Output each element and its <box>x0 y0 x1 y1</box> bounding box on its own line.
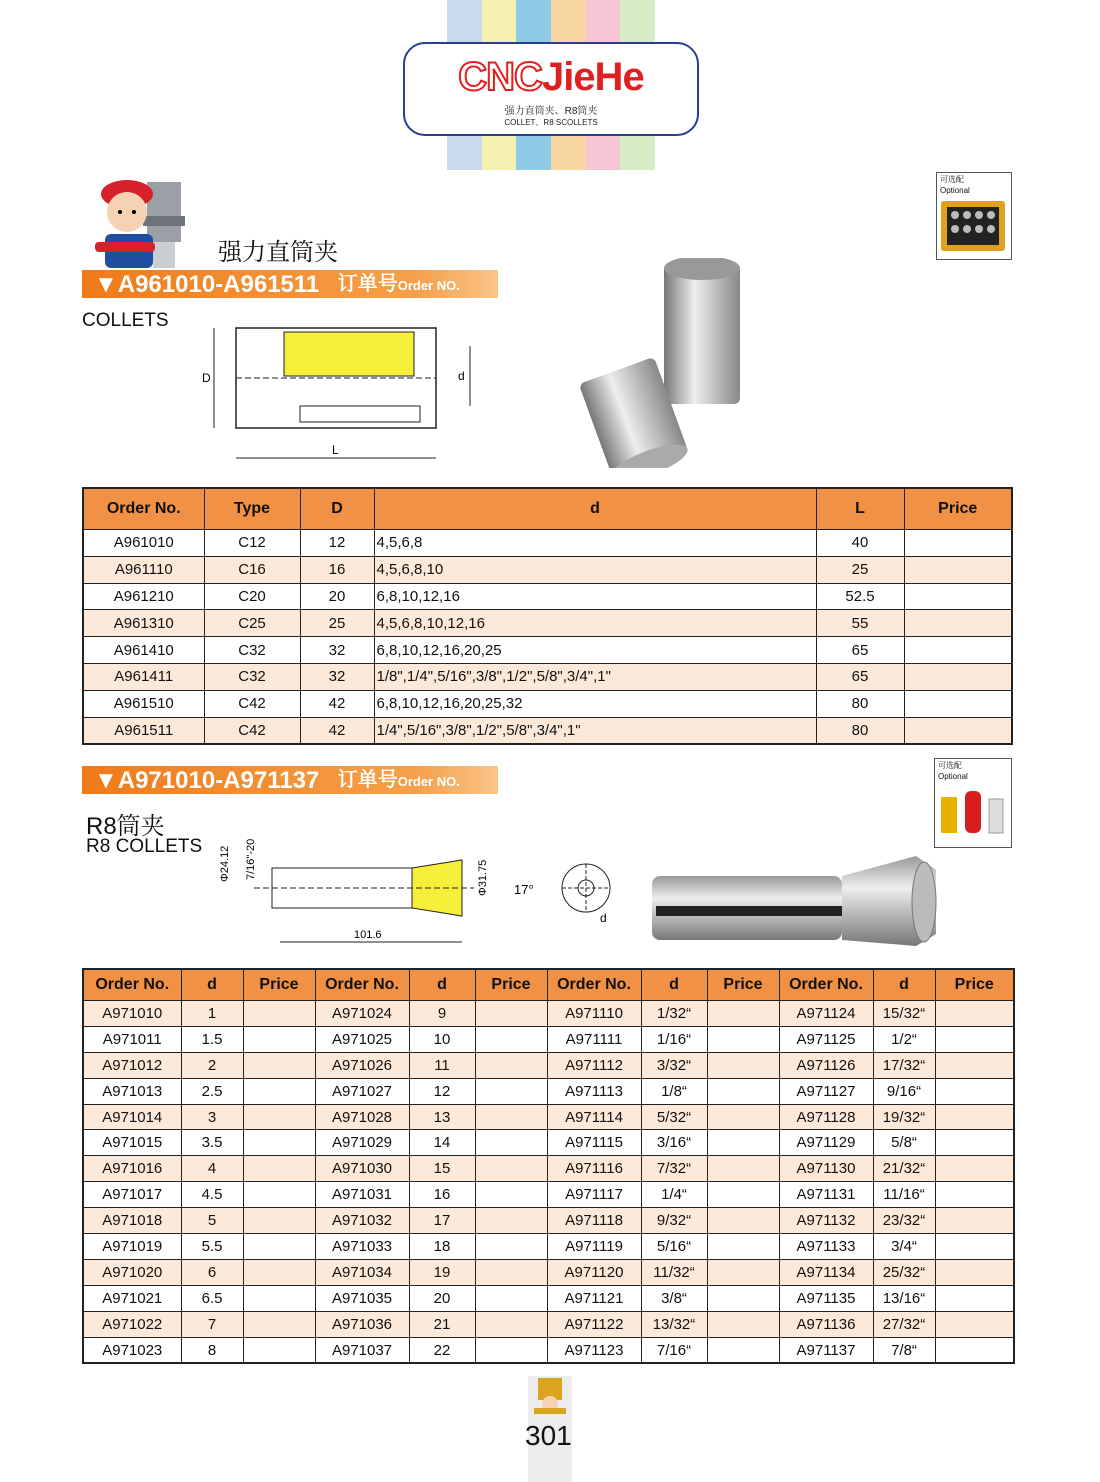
table-cell: A971116 <box>547 1156 641 1182</box>
col-header: Order No. <box>83 969 181 1001</box>
table-cell: A971035 <box>315 1285 409 1311</box>
table-cell <box>707 1104 779 1130</box>
table-row <box>83 556 1012 583</box>
table-cell: A961010 <box>83 530 204 557</box>
col-header-order-no: Order No. <box>83 488 204 530</box>
table-cell: 11 <box>409 1052 475 1078</box>
table-cell: 1/16“ <box>641 1026 707 1052</box>
table-row <box>83 1130 1014 1156</box>
table-cell <box>707 1208 779 1234</box>
table-cell <box>243 1078 315 1104</box>
table-cell <box>243 1001 315 1027</box>
col-header-type: Type <box>204 488 300 530</box>
table-cell <box>904 663 1012 690</box>
table-cell: 6,8,10,12,16,20,25,32 <box>374 690 816 717</box>
dim-L-label: L <box>332 443 339 457</box>
table-cell: 19 <box>409 1259 475 1285</box>
table-cell: A971133 <box>779 1234 873 1260</box>
table-cell: 17 <box>409 1208 475 1234</box>
optional-label-cn: 可选配 <box>940 175 964 184</box>
table-cell <box>935 1104 1014 1130</box>
table-cell: A971017 <box>83 1182 181 1208</box>
table-cell: A971018 <box>83 1208 181 1234</box>
table-cell: 1/8",1/4",5/16",3/8",1/2",5/8",3/4",1" <box>374 663 816 690</box>
table-row <box>83 1234 1014 1260</box>
table-cell: A971030 <box>315 1156 409 1182</box>
table-cell <box>243 1156 315 1182</box>
table-cell: 1/4“ <box>641 1182 707 1208</box>
table-cell: 1 <box>181 1001 243 1027</box>
table-cell: 6,8,10,12,16 <box>374 583 816 610</box>
table-cell: 7/8“ <box>873 1337 935 1363</box>
table-cell: 80 <box>816 717 904 744</box>
table-cell <box>243 1130 315 1156</box>
table-cell: A971033 <box>315 1234 409 1260</box>
table-cell: 65 <box>816 637 904 664</box>
section2-title-en: R8 COLLETS <box>86 836 203 857</box>
table-cell: 4.5 <box>181 1182 243 1208</box>
table-cell: A971122 <box>547 1311 641 1337</box>
col-header: d <box>873 969 935 1001</box>
table-cell <box>935 1285 1014 1311</box>
table-cell: A971110 <box>547 1001 641 1027</box>
table-cell <box>707 1026 779 1052</box>
table-cell <box>475 1182 547 1208</box>
table-cell <box>475 1026 547 1052</box>
table-cell: A971132 <box>779 1208 873 1234</box>
table-cell <box>935 1130 1014 1156</box>
dim-dia1-label: Φ24.12 <box>219 845 231 882</box>
table-cell: 9/16“ <box>873 1078 935 1104</box>
table-cell: 40 <box>816 530 904 557</box>
col-header-L: L <box>816 488 904 530</box>
mascot-illustration <box>95 176 195 274</box>
table-cell: 25/32“ <box>873 1259 935 1285</box>
table-cell: 3 <box>181 1104 243 1130</box>
table-cell <box>243 1208 315 1234</box>
table-cell <box>935 1001 1014 1027</box>
table-cell: A971129 <box>779 1130 873 1156</box>
table-cell: A971125 <box>779 1026 873 1052</box>
col-header: d <box>409 969 475 1001</box>
brand-subtitle-en: COLLET、R8 SCOLLETS <box>504 118 598 127</box>
section1-order-en: Order NO. <box>397 278 460 293</box>
table-cell: 32 <box>300 663 374 690</box>
table-cell <box>935 1311 1014 1337</box>
table-cell: A971036 <box>315 1311 409 1337</box>
table-cell <box>904 583 1012 610</box>
table-cell: A971117 <box>547 1182 641 1208</box>
dim-d-label: d <box>458 369 465 383</box>
table-cell: A971135 <box>779 1285 873 1311</box>
table-cell <box>904 690 1012 717</box>
table-cell: C32 <box>204 663 300 690</box>
table-cell: 3/8“ <box>641 1285 707 1311</box>
table-row <box>83 583 1012 610</box>
table-cell: A971120 <box>547 1259 641 1285</box>
table-cell <box>935 1052 1014 1078</box>
col-header: Order No. <box>779 969 873 1001</box>
table-cell: A971022 <box>83 1311 181 1337</box>
table-cell <box>935 1234 1014 1260</box>
table-row <box>83 690 1012 717</box>
table-cell: A971126 <box>779 1052 873 1078</box>
table-cell: 52.5 <box>816 583 904 610</box>
table-cell: C20 <box>204 583 300 610</box>
table-cell: 5/16“ <box>641 1234 707 1260</box>
collets-table <box>82 487 1013 745</box>
table-cell: 13/32“ <box>641 1311 707 1337</box>
table-cell <box>935 1078 1014 1104</box>
col-header: Price <box>707 969 779 1001</box>
table-cell: 21 <box>409 1311 475 1337</box>
table-row <box>83 1311 1014 1337</box>
dim-D-label: D <box>202 371 211 385</box>
table-cell: A971136 <box>779 1311 873 1337</box>
table-row <box>83 1182 1014 1208</box>
optional-caps-box <box>934 758 1012 848</box>
table-cell: 13 <box>409 1104 475 1130</box>
section2-title-cn: R8筒夹 <box>86 813 165 840</box>
table-cell <box>935 1182 1014 1208</box>
optional-kit-box <box>936 172 1012 260</box>
col-header: d <box>181 969 243 1001</box>
table-row <box>83 1026 1014 1052</box>
footer-mascot-icon <box>530 1376 570 1416</box>
table-cell: A971029 <box>315 1130 409 1156</box>
table-cell: 25 <box>816 556 904 583</box>
optional-label-en-2: Optional <box>938 772 968 781</box>
table-cell: 14 <box>409 1130 475 1156</box>
table-cell: 55 <box>816 610 904 637</box>
dim-angle-label: 17° <box>514 882 534 897</box>
table-cell: 5.5 <box>181 1234 243 1260</box>
table-cell: A971031 <box>315 1182 409 1208</box>
table-cell: A971021 <box>83 1285 181 1311</box>
table-cell: A971026 <box>315 1052 409 1078</box>
table-cell: 1/8“ <box>641 1078 707 1104</box>
r8-technical-drawing <box>214 812 544 954</box>
col-header-d: d <box>374 488 816 530</box>
table-cell: 25 <box>300 610 374 637</box>
col-header: Order No. <box>315 969 409 1001</box>
table-cell: A971016 <box>83 1156 181 1182</box>
table-cell: 4,5,6,8,10 <box>374 556 816 583</box>
table-cell: 4,5,6,8,10,12,16 <box>374 610 816 637</box>
dim-dia2-label: Φ31.75 <box>477 859 489 896</box>
table-row <box>83 1104 1014 1130</box>
table-cell: A971111 <box>547 1026 641 1052</box>
col-header: Price <box>475 969 547 1001</box>
table-cell: A971128 <box>779 1104 873 1130</box>
table-cell: A971025 <box>315 1026 409 1052</box>
table-row <box>83 1285 1014 1311</box>
optional-label-en: Optional <box>940 186 970 195</box>
table-cell: A971013 <box>83 1078 181 1104</box>
table-cell: C42 <box>204 717 300 744</box>
table-row <box>83 1259 1014 1285</box>
table-cell: 16 <box>300 556 374 583</box>
section2-order-cn: 订单号 <box>337 769 398 791</box>
table-cell: C12 <box>204 530 300 557</box>
table-cell <box>707 1259 779 1285</box>
table-cell: A971023 <box>83 1337 181 1363</box>
table-cell: A971020 <box>83 1259 181 1285</box>
table-cell: 5/8“ <box>873 1130 935 1156</box>
table-cell: A971019 <box>83 1234 181 1260</box>
table-cell: 13/16“ <box>873 1285 935 1311</box>
table-cell: 3.5 <box>181 1130 243 1156</box>
table-cell <box>243 1104 315 1130</box>
table-cell: A971024 <box>315 1001 409 1027</box>
table-cell: A971011 <box>83 1026 181 1052</box>
table-cell: A971121 <box>547 1285 641 1311</box>
page-number: 301 <box>525 1420 572 1451</box>
table-cell: A961510 <box>83 690 204 717</box>
table-cell: C32 <box>204 637 300 664</box>
table-cell: 22 <box>409 1337 475 1363</box>
table-cell: 16 <box>409 1182 475 1208</box>
table-cell: 1.5 <box>181 1026 243 1052</box>
table-cell: A971119 <box>547 1234 641 1260</box>
table-cell: 6.5 <box>181 1285 243 1311</box>
table-cell: 42 <box>300 690 374 717</box>
table-cell: A971115 <box>547 1130 641 1156</box>
table-cell: 80 <box>816 690 904 717</box>
dim-thread-label: 7/16"-20 <box>245 838 257 880</box>
section1-subtitle: COLLETS <box>82 310 169 331</box>
table-cell: A971028 <box>315 1104 409 1130</box>
table-cell: 5/32“ <box>641 1104 707 1130</box>
table-cell: 6 <box>181 1259 243 1285</box>
table-cell: A971114 <box>547 1104 641 1130</box>
col-header-D: D <box>300 488 374 530</box>
table-cell <box>707 1285 779 1311</box>
table-cell: A971032 <box>315 1208 409 1234</box>
table-cell <box>475 1234 547 1260</box>
table-cell <box>475 1078 547 1104</box>
table-row <box>83 637 1012 664</box>
table-cell: 2 <box>181 1052 243 1078</box>
section1-order-cn: 订单号 <box>337 273 398 295</box>
table-cell <box>243 1311 315 1337</box>
table-cell: 27/32“ <box>873 1311 935 1337</box>
r8-collet-photo <box>646 850 946 950</box>
table-cell <box>904 637 1012 664</box>
table-cell: 2.5 <box>181 1078 243 1104</box>
table-cell: 32 <box>300 637 374 664</box>
table-cell: 20 <box>300 583 374 610</box>
optional-label-cn-2: 可选配 <box>938 761 962 770</box>
table-cell <box>707 1078 779 1104</box>
table-row <box>83 530 1012 557</box>
table-cell <box>243 1052 315 1078</box>
table-cell: 6,8,10,12,16,20,25 <box>374 637 816 664</box>
table-cell <box>243 1182 315 1208</box>
table-cell: 7/32“ <box>641 1156 707 1182</box>
table-cell <box>904 717 1012 744</box>
table-cell: 10 <box>409 1026 475 1052</box>
table-cell: A961411 <box>83 663 204 690</box>
dim-end-d-label: d <box>600 911 607 925</box>
table-cell: A971015 <box>83 1130 181 1156</box>
brand-logo-box <box>403 42 699 136</box>
table-cell <box>475 1130 547 1156</box>
table-cell: 17/32“ <box>873 1052 935 1078</box>
table-cell: C16 <box>204 556 300 583</box>
table-cell <box>243 1337 315 1363</box>
table-cell <box>475 1001 547 1027</box>
table-cell: 19/32“ <box>873 1104 935 1130</box>
brand-logo: CNCJieHe <box>458 55 644 99</box>
section1-code: ▼A961010-A961511 <box>94 271 320 298</box>
table-cell <box>707 1311 779 1337</box>
table-cell: 5 <box>181 1208 243 1234</box>
table-cell: 1/32“ <box>641 1001 707 1027</box>
table-cell: A971034 <box>315 1259 409 1285</box>
col-header-price: Price <box>904 488 1012 530</box>
table-cell: 18 <box>409 1234 475 1260</box>
table-cell <box>935 1208 1014 1234</box>
table-cell: 3/4“ <box>873 1234 935 1260</box>
table-cell: A971123 <box>547 1337 641 1363</box>
table-cell: 1/4",5/16",3/8",1/2",5/8",3/4",1" <box>374 717 816 744</box>
table-cell: A971027 <box>315 1078 409 1104</box>
table-cell <box>475 1311 547 1337</box>
table-cell: 15 <box>409 1156 475 1182</box>
table-cell: A971134 <box>779 1259 873 1285</box>
table-cell <box>243 1026 315 1052</box>
table-row <box>83 610 1012 637</box>
table-cell <box>475 1285 547 1311</box>
table-cell: 15/32“ <box>873 1001 935 1027</box>
table-cell <box>707 1156 779 1182</box>
table-row <box>83 1337 1014 1363</box>
table-row <box>83 1052 1014 1078</box>
table-cell: 11/16“ <box>873 1182 935 1208</box>
table-row <box>83 1001 1014 1027</box>
table-cell <box>904 530 1012 557</box>
table-cell: 3/32“ <box>641 1052 707 1078</box>
table-cell: A971137 <box>779 1337 873 1363</box>
table-cell: 11/32“ <box>641 1259 707 1285</box>
table-cell <box>475 1104 547 1130</box>
table-row <box>83 1208 1014 1234</box>
dim-length-label: 101.6 <box>354 929 382 941</box>
table-cell: 4,5,6,8 <box>374 530 816 557</box>
col-header: Order No. <box>547 969 641 1001</box>
table-row <box>83 1156 1014 1182</box>
table-cell: A961210 <box>83 583 204 610</box>
table-cell: A971131 <box>779 1182 873 1208</box>
table-cell: A971113 <box>547 1078 641 1104</box>
table-cell: A971037 <box>315 1337 409 1363</box>
table-cell: 20 <box>409 1285 475 1311</box>
section1-banner <box>82 270 498 298</box>
table-cell: A971127 <box>779 1078 873 1104</box>
table-cell <box>243 1259 315 1285</box>
table-cell <box>707 1130 779 1156</box>
table-cell: A971012 <box>83 1052 181 1078</box>
table-cell <box>707 1001 779 1027</box>
table-cell <box>475 1208 547 1234</box>
table-cell: A971010 <box>83 1001 181 1027</box>
table-cell: 23/32“ <box>873 1208 935 1234</box>
table-cell <box>904 556 1012 583</box>
col-header: Price <box>935 969 1014 1001</box>
collet-caps-image <box>935 783 1009 843</box>
table-cell: 7/16“ <box>641 1337 707 1363</box>
table-cell: A971118 <box>547 1208 641 1234</box>
table-cell: A961511 <box>83 717 204 744</box>
table-cell: 9/32“ <box>641 1208 707 1234</box>
r8-collets-table <box>82 968 1015 1364</box>
table-cell <box>707 1234 779 1260</box>
section1-title-cn: 强力直筒夹 <box>218 239 338 266</box>
table-cell <box>935 1026 1014 1052</box>
table-cell <box>707 1052 779 1078</box>
table-row <box>83 717 1012 744</box>
table-cell: C42 <box>204 690 300 717</box>
table-cell: 1/2“ <box>873 1026 935 1052</box>
table-cell <box>243 1234 315 1260</box>
col-header: d <box>641 969 707 1001</box>
table-cell: A971014 <box>83 1104 181 1130</box>
table-cell <box>475 1337 547 1363</box>
table-cell: A961410 <box>83 637 204 664</box>
table-cell: 65 <box>816 663 904 690</box>
table-cell: A971112 <box>547 1052 641 1078</box>
r8-end-view-drawing <box>550 852 630 932</box>
table-row <box>83 663 1012 690</box>
table-cell <box>935 1156 1014 1182</box>
section2-code: ▼A971010-A971137 <box>94 767 320 794</box>
table-cell: A971124 <box>779 1001 873 1027</box>
table-cell: 12 <box>409 1078 475 1104</box>
table-cell: 8 <box>181 1337 243 1363</box>
collet-case-image <box>937 197 1007 257</box>
table-cell: 21/32“ <box>873 1156 935 1182</box>
table-cell <box>475 1259 547 1285</box>
table-cell: 4 <box>181 1156 243 1182</box>
table-cell <box>904 610 1012 637</box>
table-cell <box>475 1156 547 1182</box>
table-cell: C25 <box>204 610 300 637</box>
table-cell <box>475 1052 547 1078</box>
table-cell <box>707 1182 779 1208</box>
section2-order-en: Order NO. <box>397 774 460 789</box>
table-cell <box>935 1337 1014 1363</box>
table-cell: 42 <box>300 717 374 744</box>
table-cell: 12 <box>300 530 374 557</box>
table-cell <box>707 1337 779 1363</box>
collet-product-photo <box>560 258 760 468</box>
table-cell: A961310 <box>83 610 204 637</box>
table-cell: A961110 <box>83 556 204 583</box>
table-cell: 9 <box>409 1001 475 1027</box>
col-header: Price <box>243 969 315 1001</box>
brand-subtitle-cn: 强力直筒夹、R8筒夹 <box>504 106 598 117</box>
table-cell <box>243 1285 315 1311</box>
table-row <box>83 1078 1014 1104</box>
table-cell: 7 <box>181 1311 243 1337</box>
table-cell <box>935 1259 1014 1285</box>
section2-banner <box>82 766 498 794</box>
table-cell: A971130 <box>779 1156 873 1182</box>
table-cell: 3/16“ <box>641 1130 707 1156</box>
collet-technical-drawing <box>200 318 480 468</box>
